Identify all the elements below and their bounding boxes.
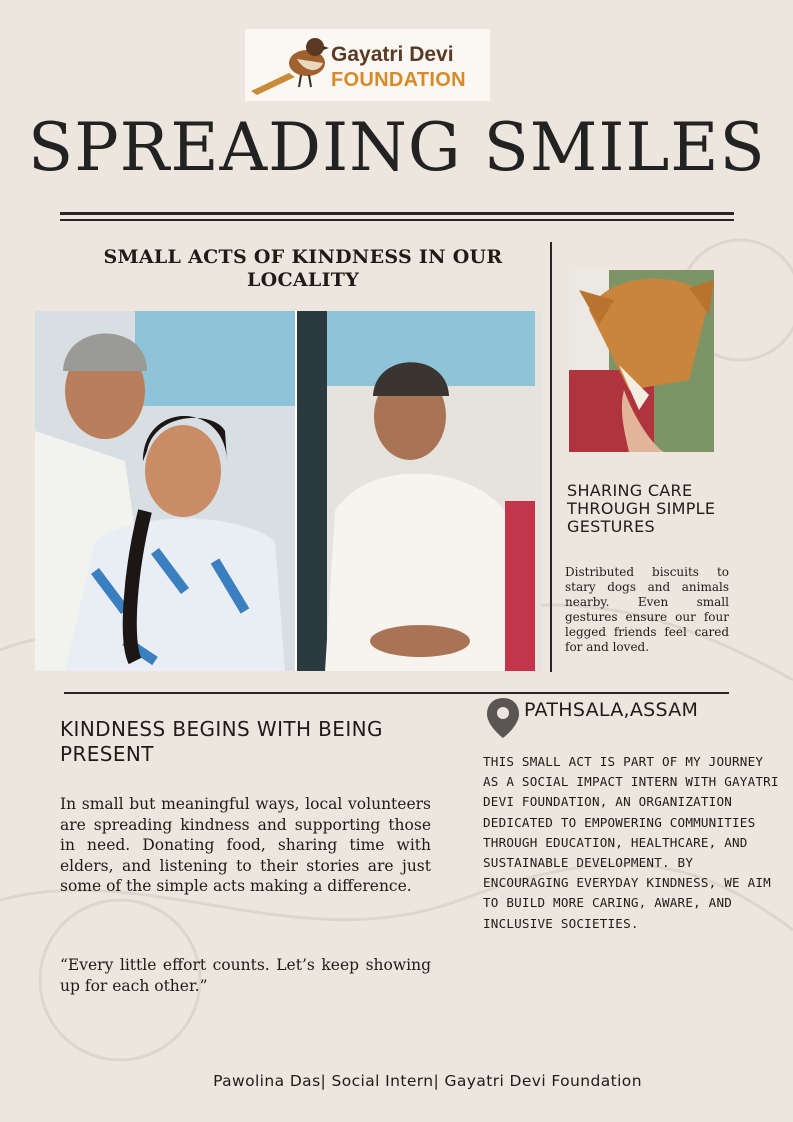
section-divider — [64, 692, 729, 694]
sidebar-body: Distributed biscuits to stary dogs and animals nearby. Even small gestures ensure our four legged friends feel cared for and loved. — [565, 565, 729, 654]
sidebar-title: SHARING CARE THROUGH SIMPLE GESTURES — [567, 481, 716, 536]
logo-subtitle: FOUNDATION — [331, 69, 466, 91]
headline-rule-bottom — [60, 219, 734, 221]
location-label: PATHSALA,ASSAM — [524, 699, 699, 721]
logo-name: Gayatri Devi — [331, 43, 454, 66]
footer-credit: Pawolina Das| Social Intern| Gayatri Devi Foundation — [213, 1072, 642, 1090]
journey-text: THIS SMALL ACT IS PART OF MY JOURNEY AS A SOCIAL IMPACT INTERN WITH GAYATRI DEVI FOUNDATION, AN ORGANIZATION DEDICATED TO EMPOWERING COMMUNITIES THROUGH EDUCATION, HEALTHCARE, AND SUSTAINABLE DEVELOPMENT. BY ENCOURAGING EVERYDAY KINDNESS, WE AIM TO BUILD MORE CARING, AWARE, AND INCLUSIVE SOCIETIES. — [483, 754, 779, 931]
article-quote: “Every little effort counts. Let’s keep showing up for each other.” — [60, 956, 431, 995]
map-pin-icon — [485, 696, 521, 740]
sparrow-logo-icon — [249, 33, 329, 97]
article-title: KINDNESS BEGINS WITH BEING PRESENT — [60, 717, 383, 766]
dog-feeding-photo — [569, 270, 714, 452]
column-divider — [550, 242, 552, 672]
volunteers-with-elders-photo — [35, 311, 542, 671]
article-body: In small but meaningful ways, local volunteers are spreading kindness and supporting those in need. Donating food, sharing time with elders, and listening to their stories are just some of the simple acts making a difference. — [60, 795, 431, 895]
section-subheading: SMALL ACTS OF KINDNESS IN OUR LOCALITY — [103, 246, 503, 291]
headline: SPREADING SMILES — [28, 109, 766, 186]
headline-rule-top — [60, 212, 734, 215]
foundation-logo — [245, 29, 490, 101]
